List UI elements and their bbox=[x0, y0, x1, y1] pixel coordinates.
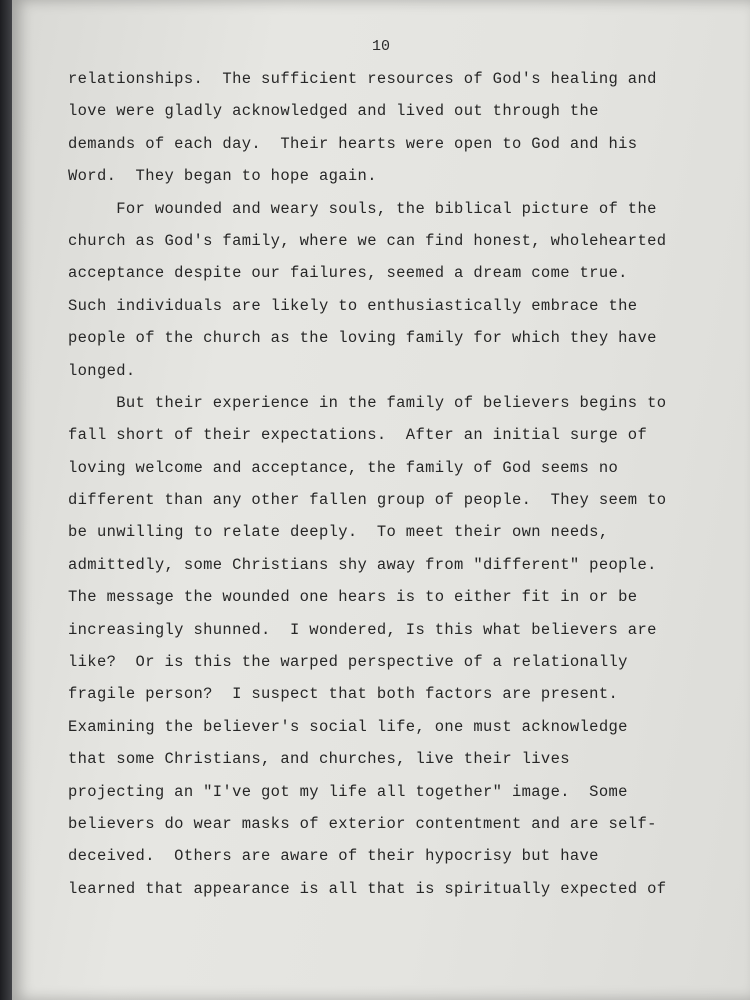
text-line: learned that appearance is all that is spiritually expected of bbox=[68, 879, 667, 898]
text-line: Examining the believer's social life, one must acknowledge bbox=[68, 717, 628, 736]
text-line: demands of each day. Their hearts were open to God and his bbox=[68, 134, 638, 153]
text-line: be unwilling to relate deeply. To meet their own needs, bbox=[68, 523, 609, 542]
text-line: For wounded and weary souls, the biblical picture of the bbox=[68, 199, 657, 218]
text-line: longed. bbox=[68, 361, 136, 380]
text-line: admittedly, some Christians shy away from "different" people. bbox=[68, 555, 657, 574]
text-line: The message the wounded one hears is to either fit in or be bbox=[68, 588, 638, 607]
text-line: But their experience in the family of believers begins to bbox=[68, 393, 667, 412]
text-line: like? Or is this the warped perspective of a relationally bbox=[68, 653, 628, 672]
body-text bbox=[68, 66, 718, 908]
text-line: increasingly shunned. I wondered, Is this what believers are bbox=[68, 620, 657, 639]
text-line: loving welcome and acceptance, the family of God seems no bbox=[68, 458, 619, 477]
text-line: deceived. Others are aware of their hypocrisy but have bbox=[68, 847, 599, 866]
text-line: people of the church as the loving family for which they have bbox=[68, 329, 657, 348]
text-line: fall short of their expectations. After an initial surge of bbox=[68, 426, 648, 445]
text-line: different than any other fallen group of people. They seem to bbox=[68, 491, 667, 510]
text-line: Word. They began to hope again. bbox=[68, 167, 377, 186]
text-line: love were gladly acknowledged and lived out through the bbox=[68, 102, 599, 121]
document-page bbox=[12, 0, 750, 1000]
text-line: fragile person? I suspect that both factors are present. bbox=[68, 685, 619, 704]
page-number: 10 bbox=[371, 38, 390, 55]
text-line: relationships. The sufficient resources of God's healing and bbox=[68, 70, 657, 88]
text-line: that some Christians, and churches, live their lives bbox=[68, 750, 570, 769]
text-line: projecting an "I've got my life all together" image. Some bbox=[68, 782, 628, 801]
text-line: church as God's family, where we can find honest, wholehearted bbox=[68, 231, 667, 250]
text-line: acceptance despite our failures, seemed a dream come true. bbox=[68, 264, 628, 283]
text-line: Such individuals are likely to enthusiastically embrace the bbox=[68, 296, 638, 315]
text-line: believers do wear masks of exterior contentment and are self- bbox=[68, 814, 657, 833]
